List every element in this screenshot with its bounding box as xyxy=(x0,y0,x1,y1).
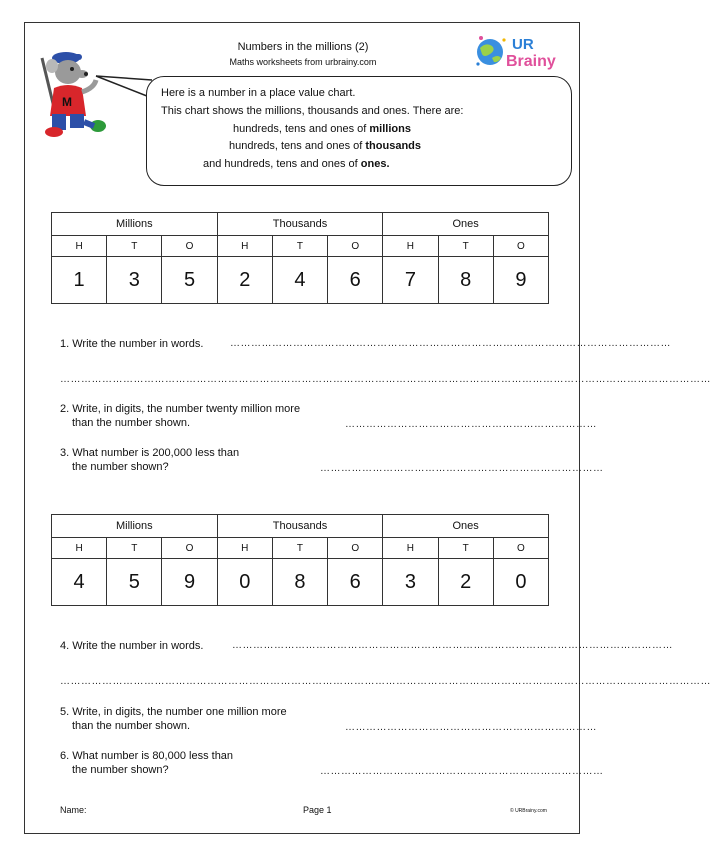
speech-line-4: hundreds, tens and ones of thousands xyxy=(229,140,422,152)
column-header: T xyxy=(107,538,162,559)
logo-text-bottom: Brainy xyxy=(506,53,556,70)
digit-cell: 6 xyxy=(328,257,383,304)
name-label: Name: xyxy=(60,805,87,815)
column-header: O xyxy=(493,236,548,257)
speech-line-1: Here is a number in a place value chart. xyxy=(161,87,356,99)
digit-cell: 0 xyxy=(217,559,272,606)
answer-line-6[interactable]: ……………………………………………………………………… xyxy=(320,766,604,777)
digit-cell: 9 xyxy=(162,559,217,606)
svg-text:M: M xyxy=(62,95,72,109)
place-value-chart-1 xyxy=(51,212,549,304)
column-header: T xyxy=(438,538,493,559)
digit-cell: 6 xyxy=(328,559,383,606)
group-thousands: Thousands xyxy=(217,213,383,236)
worksheet-subtitle: Maths worksheets from urbrainy.com xyxy=(229,57,377,67)
digit-cell: 9 xyxy=(493,257,548,304)
question-4: 4. Write the number in words. xyxy=(60,640,204,652)
digit-cell: 8 xyxy=(438,257,493,304)
group-ones: Ones xyxy=(383,213,549,236)
question-5-line-2: than the number shown. xyxy=(72,720,191,732)
digit-cell: 3 xyxy=(383,559,438,606)
digit-cell: 2 xyxy=(217,257,272,304)
question-5-line-1: 5. Write, in digits, the number one million more xyxy=(60,706,287,718)
digit-cell: 7 xyxy=(383,257,438,304)
place-value-chart-2 xyxy=(51,514,549,606)
column-header: O xyxy=(162,538,217,559)
answer-line-1a[interactable]: ……………………………………………………………………………………………………………… xyxy=(230,338,671,349)
group-millions: Millions xyxy=(52,213,218,236)
column-header: H xyxy=(217,236,272,257)
column-header: O xyxy=(162,236,217,257)
question-6-line-1: 6. What number is 80,000 less than xyxy=(60,750,234,762)
question-2-line-2: than the number shown. xyxy=(72,417,191,429)
column-header: T xyxy=(107,236,162,257)
answer-line-1b[interactable]: …………………………………………………………………………………………………………………………………………………………………… xyxy=(60,374,711,385)
digit-cell: 1 xyxy=(52,257,107,304)
question-3-line-1: 3. What number is 200,000 less than xyxy=(60,447,240,459)
digit-cell: 0 xyxy=(493,559,548,606)
column-header: T xyxy=(272,236,327,257)
digit-cell: 8 xyxy=(272,559,327,606)
answer-line-4a[interactable]: ……………………………………………………………………………………………………………… xyxy=(232,640,673,651)
page-number: Page 1 xyxy=(303,805,332,815)
speech-bubble xyxy=(146,76,572,186)
question-6-line-2: the number shown? xyxy=(72,764,169,776)
digit-cell: 3 xyxy=(107,257,162,304)
column-header: H xyxy=(52,236,107,257)
question-1: 1. Write the number in words. xyxy=(60,338,204,350)
digit-cell: 5 xyxy=(107,559,162,606)
column-header: O xyxy=(493,538,548,559)
group-ones: Ones xyxy=(383,515,549,538)
digit-cell: 4 xyxy=(52,559,107,606)
column-header: H xyxy=(52,538,107,559)
column-header: O xyxy=(328,538,383,559)
column-header: H xyxy=(383,538,438,559)
speech-line-3: hundreds, tens and ones of millions xyxy=(233,123,411,135)
answer-line-3[interactable]: ……………………………………………………………………… xyxy=(320,463,604,474)
column-header: H xyxy=(217,538,272,559)
group-millions: Millions xyxy=(52,515,218,538)
answer-line-2[interactable]: ……………………………………………………………… xyxy=(345,419,597,430)
digit-cell: 4 xyxy=(272,257,327,304)
group-thousands: Thousands xyxy=(217,515,383,538)
copyright-notice: © URBrainy.com xyxy=(510,808,547,814)
speech-line-2: This chart shows the millions, thousands and ones. There are: xyxy=(161,105,464,117)
answer-line-4b[interactable]: …………………………………………………………………………………………………………………………………………………………………… xyxy=(60,676,711,687)
digit-cell: 2 xyxy=(438,559,493,606)
logo-text-top: UR xyxy=(512,36,534,53)
column-header: T xyxy=(438,236,493,257)
urbrainy-logo xyxy=(472,30,568,74)
column-header: T xyxy=(272,538,327,559)
column-header: H xyxy=(383,236,438,257)
speech-line-5: and hundreds, tens and ones of ones. xyxy=(203,158,390,170)
question-2-line-1: 2. Write, in digits, the number twenty million more xyxy=(60,403,301,415)
column-header: O xyxy=(328,236,383,257)
worksheet-title: Numbers in the millions (2) xyxy=(237,41,369,53)
question-3-line-2: the number shown? xyxy=(72,461,169,473)
digit-cell: 5 xyxy=(162,257,217,304)
answer-line-5[interactable]: ……………………………………………………………… xyxy=(345,722,597,733)
